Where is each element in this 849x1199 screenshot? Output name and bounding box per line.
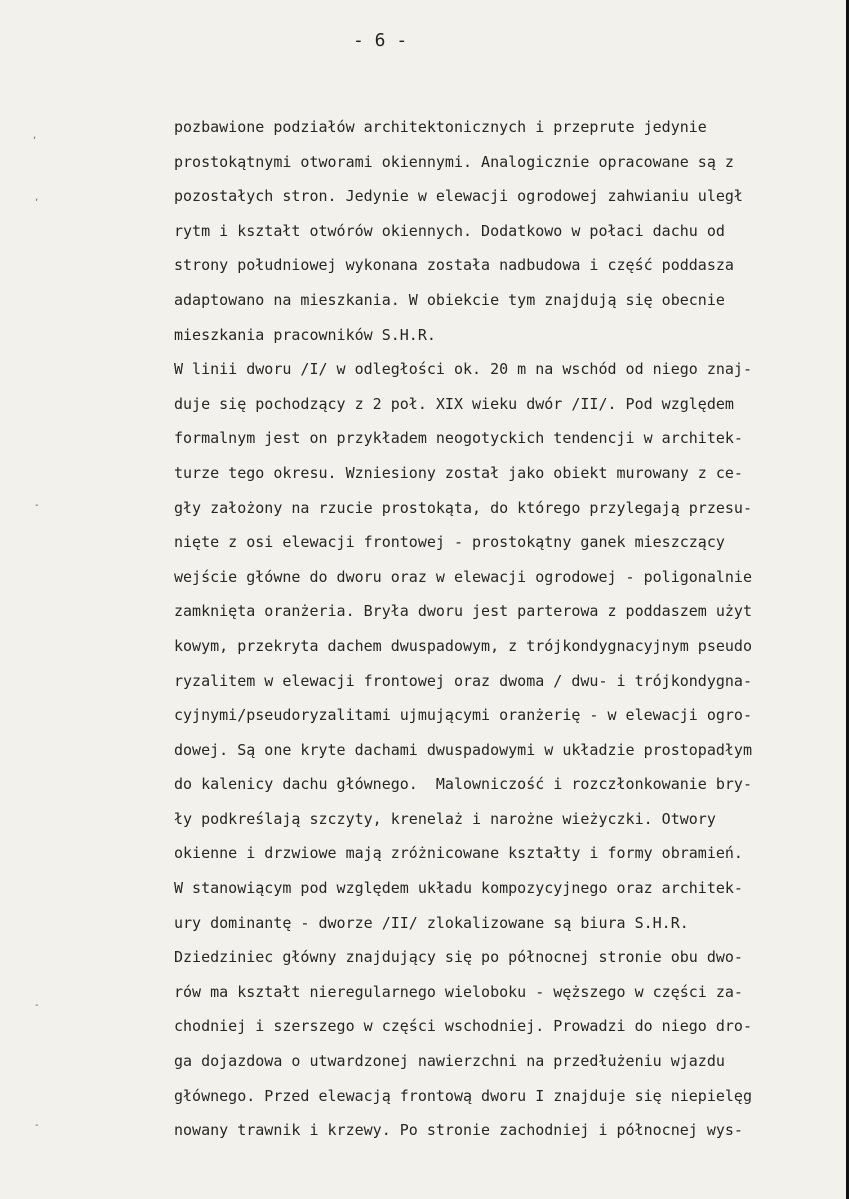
margin-mark: , <box>35 192 39 203</box>
text-line: ury dominantę - dworze /II/ zlokalizowane są biura S.H.R. <box>174 913 689 932</box>
page-number: - 6 - <box>353 30 408 51</box>
text-line: ryzalitem w elewacji frontowej oraz dwoma / dwu- i trójkondygna- <box>174 671 752 690</box>
text-line: nięte z osi elewacji frontowej - prostokątny ganek mieszczący <box>174 533 725 552</box>
text-line: turze tego okresu. Wzniesiony został jako obiekt murowany z ce- <box>174 463 743 482</box>
text-line: chodniej i szerszego w części wschodniej. Prowadzi do niego dro- <box>174 1017 752 1036</box>
margin-mark: , <box>33 130 37 141</box>
text-line: rów ma kształt nieregularnego wieloboku - węższego w części za- <box>174 982 743 1001</box>
text-line: strony południowej wykonana została nadbudowa i część poddasza <box>174 256 734 275</box>
body-text <box>174 110 846 1148</box>
text-line: pozbawione podziałów architektonicznych i przeprute jedynie <box>174 118 707 136</box>
text-line: rytm i kształt otwórów okiennych. Dodatkowo w połaci dachu od <box>174 221 725 240</box>
text-line: wejście główne do dworu oraz w elewacji ogrodowej - poligonalnie <box>174 567 752 586</box>
text-line: Dziedziniec główny znajdujący się po północnej stronie obu dwo- <box>174 948 743 967</box>
text-line: ga dojazdowa o utwardzonej nawierzchni na przedłużeniu wjazdu <box>174 1052 725 1071</box>
margin-mark: - <box>35 500 39 511</box>
text-line: okienne i drzwiowe mają zróżnicowane kształty i formy obramień. <box>174 844 743 863</box>
text-line: nowany trawnik i krzewy. Po stronie zachodniej i północnej wys- <box>174 1121 743 1140</box>
text-line: adaptowano na mieszkania. W obiekcie tym znajdują się obecnie <box>174 290 725 309</box>
text-line: do kalenicy dachu głównego. Malowniczość i rozczłonkowanie bry- <box>174 775 752 794</box>
text-line: cyjnymi/pseudoryzalitami ujmującymi oranżerię - w elewacji ogro- <box>174 706 752 725</box>
text-line: formalnym jest on przykładem neogotyckich tendencji w architek- <box>174 429 743 448</box>
text-line: W linii dworu /I/ w odległości ok. 20 m na wschód od niego znaj- <box>174 360 752 379</box>
text-line: pozostałych stron. Jedynie w elewacji ogrodowej zahwianiu uległ <box>174 187 743 206</box>
text-line: mieszkania pracowników S.H.R. <box>174 325 436 344</box>
text-line: głównego. Przed elewacją frontową dworu I znajduje się niepielęg <box>174 1086 752 1105</box>
text-line: ły podkreślają szczyty, krenelaż i narożne wieżyczki. Otwory <box>174 809 716 828</box>
text-line: prostokątnymi otworami okiennymi. Analogicznie opracowane są z <box>174 152 734 171</box>
text-line: W stanowiącym pod względem układu kompozycyjnego oraz architek- <box>174 879 743 898</box>
text-line: duje się pochodzący z 2 poł. XIX wieku dwór /II/. Pod względem <box>174 394 734 413</box>
margin-mark: - <box>35 1120 39 1131</box>
text-line: zamknięta oranżeria. Bryła dworu jest parterowa z poddaszem użyt <box>174 602 752 621</box>
text-line: kowym, przekryta dachem dwuspadowym, z trójkondygnacyjnym pseudo <box>174 636 752 655</box>
text-line: gły założony na rzucie prostokąta, do którego przylegają przesu- <box>174 498 752 517</box>
margin-mark: - <box>35 1000 39 1011</box>
text-line: dowej. Są one kryte dachami dwuspadowymi w układzie prostopadłym <box>174 740 752 759</box>
